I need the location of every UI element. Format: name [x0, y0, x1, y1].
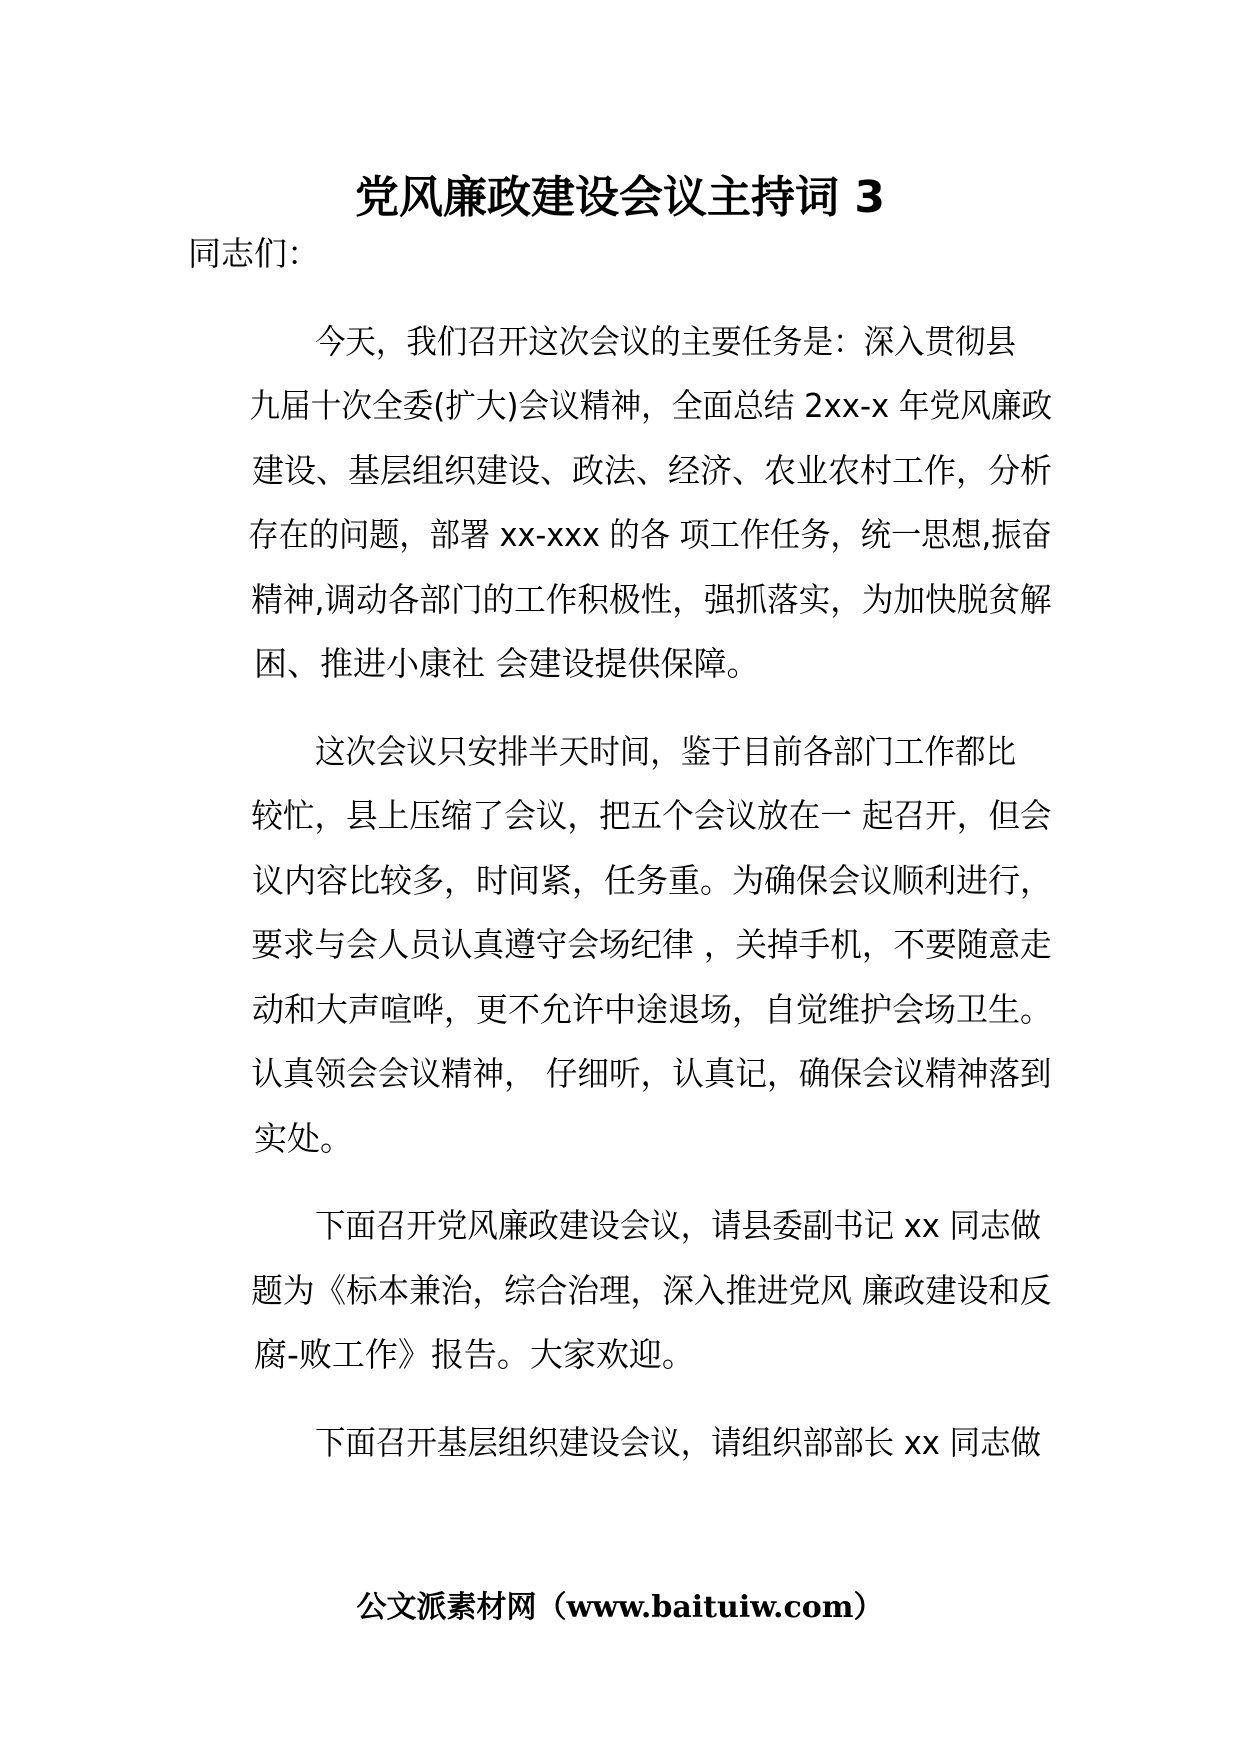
paragraph-line: 动和大声喧哗，更不允许中途退场，自觉维护会场卫生。: [252, 989, 1053, 1029]
paragraph-1: [188, 310, 1052, 697]
paragraph-line: 议内容比较多，时间紧，任务重。为确保会议顺利进行，: [252, 860, 1053, 900]
page-footer-source: 公文派素材网（www.baituiw.com）: [356, 1590, 884, 1625]
paragraph-line: 精神,调动各部门的工作积极性，强抓落实，为加快脱贫解: [251, 579, 1052, 619]
paragraph-line: 今天，我们召开这次会议的主要任务是：深入贯彻县: [314, 321, 1016, 361]
paragraph-line: 认真领会会议精神， 仔细听，认真记，确保会议精神落到: [251, 1054, 1052, 1093]
salutation: 同志们：: [188, 234, 320, 273]
paragraph-4: [188, 1411, 1052, 1476]
paragraph-line: 九届十次全委(扩大)会议精神，全面总结 2xx-x 年党风廉政: [249, 386, 1053, 425]
paragraph-3: [188, 1194, 1052, 1388]
paragraph-line: 实处。: [254, 1118, 353, 1158]
paragraph-2: [188, 720, 1052, 1172]
document-title: 党风廉政建设会议主持词 3: [355, 172, 885, 223]
paragraph-line: 题为《标本兼治，综合治理，深入推进党风 廉政建设和反: [251, 1270, 1052, 1310]
paragraph-line: 下面召开党风廉政建设会议，请县委副书记 xx 同志做: [314, 1206, 1041, 1245]
paragraph-line: 较忙，县上压缩了会议，把五个会议放在一 起召开，但会: [251, 796, 1052, 835]
paragraph-line: 腐-败工作》报告。大家欢迎。: [254, 1335, 695, 1374]
paragraph-line: 这次会议只安排半天时间，鉴于目前各部门工作都比: [314, 731, 1016, 771]
paragraph-line: 困、推进小康社 会建设提供保障。: [254, 644, 760, 683]
paragraph-line: 下面召开基层组织建设会议，请组织部部长 xx 同志做: [314, 1422, 1041, 1462]
paragraph-line: 存在的问题，部署 xx-xxx 的各 项工作任务，统一思想,振奋: [248, 515, 1052, 554]
paragraph-line: 建设、基层组织建设、政法、经济、农业农村工作，分析: [252, 450, 1053, 490]
paragraph-line: 要求与会人员认真遵守会场纪律 ，关掉手机，不要随意走: [251, 925, 1052, 964]
document-body: [188, 222, 1052, 1498]
